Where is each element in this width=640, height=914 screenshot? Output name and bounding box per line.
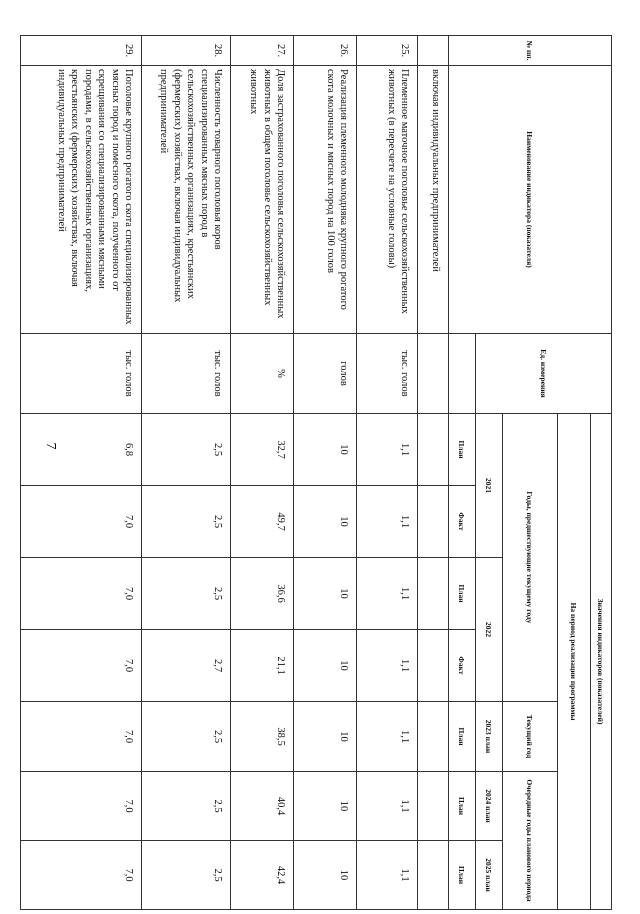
cell-unit	[418, 334, 449, 414]
cell-value: 10	[294, 558, 357, 630]
header-year-2024: 2024 план	[476, 772, 503, 841]
header-implementation-period: На период реализации программы	[558, 414, 591, 910]
header-2023-plan: План	[449, 702, 476, 772]
cell-indicator-name: Племенное маточное поголовье сельскохозяйственных животных (в пересчете на условные головы)	[357, 66, 418, 334]
header-2022-plan: План	[449, 558, 476, 630]
header-year-2025: 2025 план	[476, 841, 503, 910]
cell-value: 7,0	[21, 841, 142, 910]
header-2025-plan: План	[449, 841, 476, 910]
cell-value: 38,5	[231, 702, 294, 772]
cell-indicator-name: Доля застрахованного поголовья сельскохозяйственных животных в общем поголовье сельскохозяйственных животных	[231, 66, 294, 334]
header-year-2023: 2023 план	[476, 702, 503, 772]
header-2024-plan: План	[449, 772, 476, 841]
cell-value: 7,0	[21, 558, 142, 630]
cell-value: 40,4	[231, 772, 294, 841]
cell-value: 1,1	[357, 702, 418, 772]
header-year-2022: 2022	[476, 558, 503, 702]
cell-value	[418, 702, 449, 772]
cell-value: 7,0	[21, 486, 142, 558]
cell-value: 10	[294, 841, 357, 910]
header-year-2021: 2021	[476, 414, 503, 558]
cell-value: 2,7	[142, 630, 231, 702]
cell-value: 1,1	[357, 486, 418, 558]
cell-value: 2,5	[142, 414, 231, 486]
cell-no: 27.	[231, 36, 294, 66]
cell-value: 1,1	[357, 841, 418, 910]
cell-unit: %	[231, 334, 294, 414]
cell-value	[418, 558, 449, 630]
cell-value: 2,5	[142, 558, 231, 630]
cell-value: 10	[294, 772, 357, 841]
table-row	[231, 36, 294, 910]
cell-value: 10	[294, 630, 357, 702]
cell-unit: голов	[294, 334, 357, 414]
cell-value: 7,0	[21, 702, 142, 772]
cell-value: 49,7	[231, 486, 294, 558]
header-years-before: Годы, предшествующие текущему году	[503, 414, 558, 702]
header-current-year: Текущий год	[503, 702, 558, 772]
cell-indicator-name: Поголовье крупного рогатого скота специализированных мясных пород и помесного скота, полученного от скрещивания со специализированными мясными породами, в сельскохозяйственных организациях, крестьянских (фермерских) хозяйствах, включая индивидуальных предпринимателей	[21, 66, 142, 334]
cell-no: 28.	[142, 36, 231, 66]
cell-indicator-name: Реализация племенного молодняка крупного рогатого скота молочных и мясных пород на 100 голов	[294, 66, 357, 334]
cell-value: 10	[294, 414, 357, 486]
cell-value: 1,1	[357, 630, 418, 702]
cell-value: 2,5	[142, 486, 231, 558]
cell-value: 36,6	[231, 558, 294, 630]
cell-value: 2,5	[142, 841, 231, 910]
rotated-table-container	[55, 35, 612, 909]
cell-continuation-text: включая индивидуальных предпринимателей	[418, 66, 449, 334]
header-2021-fact: Факт	[449, 486, 476, 558]
cell-value: 1,1	[357, 414, 418, 486]
header-name: Наименование индикатора (показателя)	[449, 66, 612, 334]
table-row	[294, 36, 357, 910]
table-row	[357, 36, 418, 910]
cell-no: 25.	[357, 36, 418, 66]
header-no: № пп.	[449, 36, 612, 66]
cell-value: 2,5	[142, 772, 231, 841]
header-values-group: Значения индикаторов (показателей)	[591, 414, 612, 910]
indicators-table	[20, 35, 612, 910]
cell-value	[418, 486, 449, 558]
page-number: 7	[43, 442, 58, 450]
cell-value: 7,0	[21, 772, 142, 841]
cell-value	[418, 841, 449, 910]
cell-value: 32,7	[231, 414, 294, 486]
cell-value: 7,0	[21, 630, 142, 702]
cell-value: 6,8	[21, 414, 142, 486]
table-row	[21, 36, 142, 910]
header-2021-plan: План	[449, 414, 476, 486]
header-planning-years: Очередные годы планового периода	[503, 772, 558, 910]
cell-value: 10	[294, 702, 357, 772]
cell-unit: тыс. голов	[21, 334, 142, 414]
cell-no: 26.	[294, 36, 357, 66]
cell-value: 1,1	[357, 772, 418, 841]
cell-no	[418, 36, 449, 66]
header-unit: Ед. измерения	[476, 334, 612, 414]
cell-value: 42,4	[231, 841, 294, 910]
cell-value: 21,1	[231, 630, 294, 702]
table-header	[449, 36, 612, 910]
cell-no: 29.	[21, 36, 142, 66]
header-2022-fact: Факт	[449, 630, 476, 702]
cell-value	[418, 414, 449, 486]
table-row	[418, 36, 449, 910]
cell-value: 10	[294, 486, 357, 558]
table-row	[142, 36, 231, 910]
table-body	[21, 36, 449, 910]
cell-value	[418, 630, 449, 702]
cell-value: 1,1	[357, 558, 418, 630]
cell-indicator-name: Численность товарного поголовья коров специализированных мясных пород в сельскохозяйственных организациях, крестьянских (фермерских) хозяйствах, включая индивидуальных предпринимателей	[142, 66, 231, 334]
cell-value	[418, 772, 449, 841]
cell-unit: тыс. голов	[142, 334, 231, 414]
cell-unit: тыс. голов	[357, 334, 418, 414]
cell-value: 2,5	[142, 702, 231, 772]
header-unit-blank	[449, 334, 476, 414]
